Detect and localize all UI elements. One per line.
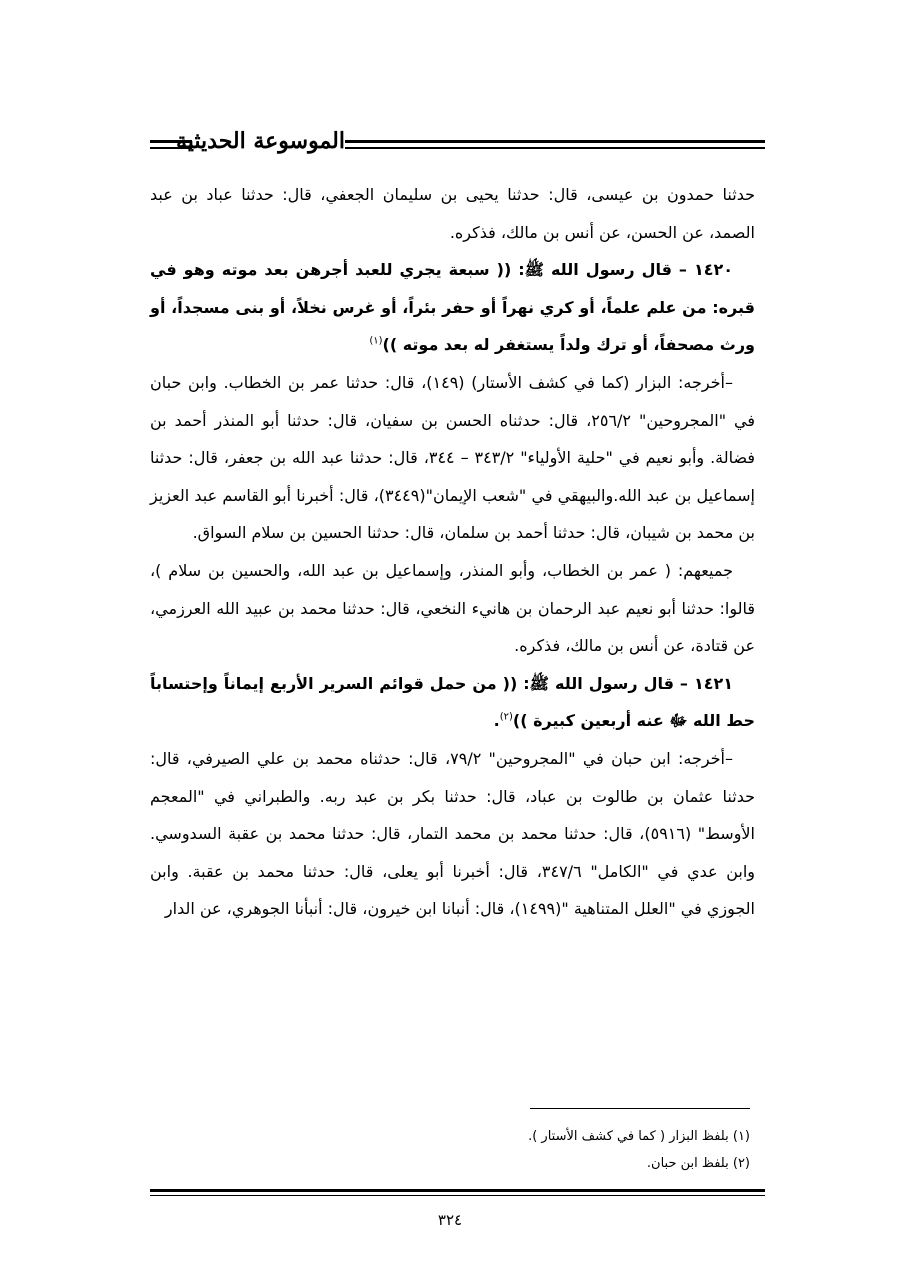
paragraph-text: حدثنا حمدون بن عيسى، قال: حدثنا يحيى بن سليمان الجعفي، قال: حدثنا عباد بن عبد الصمد، عن الحسن، عن أنس بن مالك، فذكره. <box>150 185 755 242</box>
paragraph-isnad-continuation <box>150 176 755 251</box>
paragraph-text: جميعهم: ( عمر بن الخطاب، وأبو المنذر، وإسماعيل بن عبد الله، والحسين بن سلام )، قالوا: حدثنا أبو نعيم عبد الرحمان بن هانيء النخعي، قال: حدثنا محمد بن عبيد الله العرزمي، عن قتادة، عن أنس بن مالك، فذكره. <box>150 560 755 656</box>
footnote-ref-2: (٢) <box>499 711 513 723</box>
footnote-ref-1: (١) <box>369 336 383 348</box>
hadith-text: ١٤٢٠ – قال رسول الله ﷺ: (( سبعة يجري للعبد أجرهن بعد موته وهو في قبره: من علم علماً، أو كري نهراً أو حفر بئراً، أو غرس نخلاً، أو بنى مسجداً، أو ورث مصحفاً، أو ترك ولداً يستغفر له بعد موته )) <box>150 260 755 355</box>
takhrij-1421 <box>150 740 755 928</box>
running-header <box>150 122 765 166</box>
footnote-1: (١) بلفظ البزار ( كما في كشف الأستار ). <box>528 1129 750 1144</box>
hadith-1421 <box>150 665 755 740</box>
takhrij-1420 <box>150 364 755 552</box>
header-title: الموسوعة الحديثية <box>175 128 345 154</box>
paragraph-combined-chain <box>150 552 755 665</box>
footnotes <box>150 1123 750 1177</box>
header-rule-right <box>345 140 765 149</box>
hadith-1420 <box>150 251 755 364</box>
page-number: ٣٢٤ <box>437 1211 463 1229</box>
main-text <box>150 176 755 928</box>
hadith-text: ١٤٢١ – قال رسول الله ﷺ: (( من حمل قوائم السرير الأربع إيماناً وإحتساباً حط الله ﷻ عنه أربعين كبيرة )) <box>150 673 755 731</box>
paragraph-text: –أخرجه: البزار (كما في كشف الأستار) (١٤٩)، قال: حدثنا عمر بن الخطاب. وابن حبان في "المجروحين" ٢٥٦/٢، قال: حدثناه الحسن بن سفيان، قال: حدثنا أبو المنذر أحمد بن فضالة. وأبو نعيم في "حلية الأولياء" ٣٤٣/٢ – ٣٤٤، قال: حدثنا عبد الله بن جعفر، قال: حدثنا إسماعيل بن عبد الله.والبيهقي في "شعب الإيمان"(٣٤٤٩)، قال: أخبرنا أبو القاسم عبد العزيز بن محمد بن شيبان، قال: حدثنا أحمد بن سلمان، قال: حدثنا الحسين بن سلام السواق. <box>150 372 756 543</box>
header-rule-left <box>150 140 192 149</box>
footnote-2: (٢) بلفظ ابن حبان. <box>646 1156 750 1171</box>
footnote-separator <box>530 1108 750 1109</box>
hadith-tail: . <box>493 711 500 731</box>
paragraph-text: –أخرجه: ابن حبان في "المجروحين" ٧٩/٢، قال: حدثناه محمد بن علي الصيرفي، قال: حدثنا عثمان بن طالوت بن عباد، قال: حدثنا بكر بن عبد ربه. والطبراني في "المعجم الأوسط" (٥٩١٦)، قال: حدثنا محمد بن محمد التمار، قال: حدثنا محمد بن عقبة السدوسي. وابن عدي في "الكامل" ٣٤٧/٦، قال: أخبرنا أبو يعلى، قال: حدثنا محمد بن عقبة. وابن الجوزي في "العلل المتناهية "(١٤٩٩)، قال: أنبانا ابن خيرون، قال: أنبأنا الجوهري، عن الدار <box>150 748 756 919</box>
bottom-rule <box>150 1189 765 1196</box>
